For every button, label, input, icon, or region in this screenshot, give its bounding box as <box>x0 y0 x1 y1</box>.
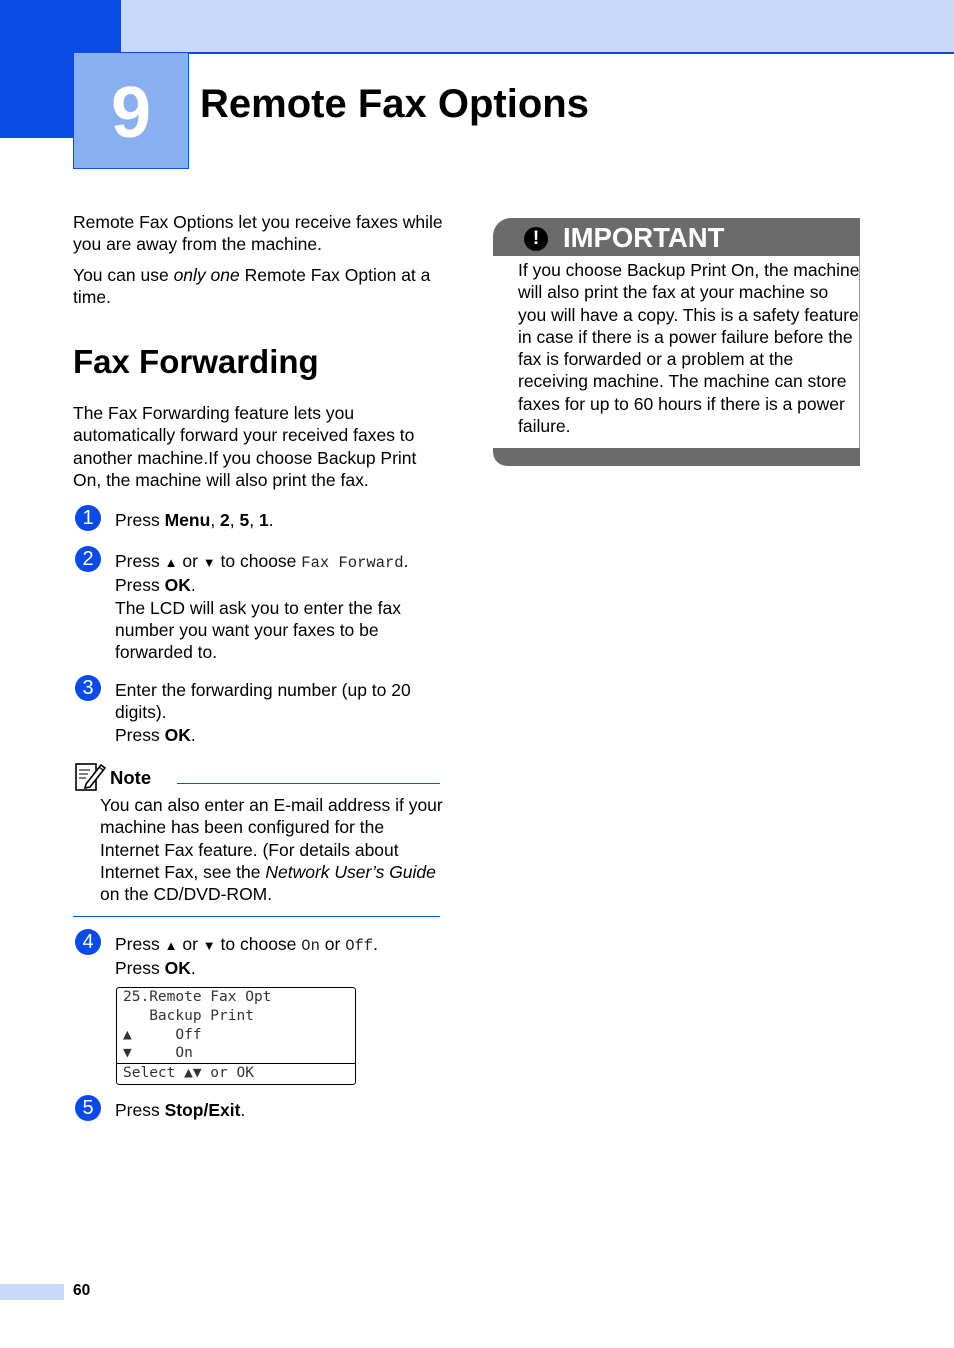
intro-emphasis: only one <box>173 264 240 285</box>
key-2: 2 <box>220 510 230 530</box>
step-1-text <box>115 509 450 531</box>
key-5: 5 <box>239 510 250 530</box>
down-arrow-icon: ▼ <box>202 555 216 570</box>
intro-text: Remote Fax Option at a time. <box>73 264 431 307</box>
header-band <box>121 0 954 54</box>
step-number-5: 5 <box>75 1095 101 1121</box>
step-text: or <box>177 551 203 571</box>
step-text: , <box>229 510 240 530</box>
step-text: Press <box>115 934 165 954</box>
step-2-extra: The LCD will ask you to enter the fax number you want your faxes to be forwarded to. <box>115 597 401 663</box>
chapter-number: 9 <box>110 72 152 153</box>
step-number-3: 3 <box>75 675 101 701</box>
note-text <box>100 794 445 905</box>
step-number-1: 1 <box>75 505 101 531</box>
step-text: Press <box>115 510 165 530</box>
ok-key: OK <box>164 724 191 745</box>
step-number-4: 4 <box>75 929 101 955</box>
lcd-option-fax-forward: Fax Forward <box>301 554 404 572</box>
step-2-text <box>115 550 450 663</box>
lcd-line-4: ▼ On <box>123 1045 193 1061</box>
chapter-number-box <box>73 53 189 169</box>
step-3-line-2 <box>115 724 450 746</box>
lcd-line-5: Select ▲▼ or OK <box>123 1065 254 1081</box>
page-number: 60 <box>73 1282 91 1299</box>
step-text: or <box>319 934 346 954</box>
stop-exit-key: Stop/Exit <box>164 1100 241 1120</box>
step-text: to choose <box>215 934 302 954</box>
section-paragraph: The Fax Forwarding feature lets you automatically forward your received faxes to another machine.If you choose Backup Print On, the machine will also print the fax. <box>73 403 417 490</box>
note-pencil-icon <box>74 760 106 792</box>
step-4-line-1 <box>115 933 450 957</box>
step-3-line-1: Enter the forwarding number (up to 20 digits). <box>115 680 411 723</box>
note-guide-title: Network User’s Guide <box>265 861 436 882</box>
step-number-2: 2 <box>75 546 101 572</box>
step-text: Press <box>115 724 165 745</box>
step-text: , <box>249 510 259 530</box>
ok-key: OK <box>164 958 191 979</box>
lcd-line-3: ▲ Off <box>123 1027 202 1043</box>
section-title: Fax Forwarding <box>73 343 319 380</box>
note-label: Note <box>110 767 152 788</box>
note-text-part: You can also enter an E-mail address if your machine has been configured for the Internet Fax feature. (For details about Internet Fax, see the <box>100 795 443 882</box>
step-text: . <box>190 724 196 745</box>
step-text: . <box>268 510 274 530</box>
step-2-line-2 <box>115 574 450 596</box>
step-2-line-1 <box>115 550 450 574</box>
menu-key: Menu <box>164 510 211 530</box>
step-text: . <box>190 575 196 596</box>
important-footer <box>493 448 860 466</box>
lcd-option-on: On <box>301 937 320 955</box>
step-text: , <box>210 510 221 530</box>
step-text: . <box>240 1100 246 1120</box>
step-5-text <box>115 1099 450 1121</box>
step-4-text <box>115 933 450 980</box>
step-text: Press <box>115 551 165 571</box>
intro <box>73 211 445 308</box>
step-4-line-2 <box>115 957 450 979</box>
lcd-option-off: Off <box>345 937 374 955</box>
note-divider-top <box>177 783 440 784</box>
step-text: Press <box>115 1100 165 1120</box>
intro-paragraph-2 <box>73 264 445 309</box>
ok-key: OK <box>164 575 191 596</box>
step-text: . <box>190 958 196 979</box>
step-text: Press <box>115 958 165 979</box>
up-arrow-icon: ▲ <box>164 938 178 953</box>
note-text-part: on the CD/DVD-ROM. <box>100 884 273 905</box>
lcd-line-1: 25.Remote Fax Opt <box>123 989 272 1005</box>
step-text: . <box>403 551 409 571</box>
step-text: Press <box>115 575 165 596</box>
lcd-line-2: Backup Print <box>123 1008 254 1024</box>
step-3-text <box>115 679 450 746</box>
note-divider-bottom <box>73 916 440 917</box>
down-arrow-icon: ▼ <box>202 938 216 953</box>
step-text: to choose <box>215 551 302 571</box>
chapter-title: Remote Fax Options <box>200 82 589 126</box>
intro-paragraph-1: Remote Fax Options let you receive faxes while you are away from the machine. <box>73 212 443 255</box>
up-arrow-icon: ▲ <box>164 555 178 570</box>
key-1: 1 <box>258 510 269 530</box>
step-text: . <box>373 934 378 954</box>
important-text: If you choose Backup Print On, the machine will also print the fax at your machine so you will have a copy. This is a safety feature in case if there is a power failure before the fax is forwarded or a problem at the receiving machine. The machine can store faxes for up to 60 hours if there is a power failure. <box>518 260 860 437</box>
intro-text: You can use <box>73 264 174 285</box>
footer-tab <box>0 1284 64 1300</box>
important-title: IMPORTANT <box>563 222 725 253</box>
lcd-display <box>116 987 356 1085</box>
exclamation-icon: ! <box>524 227 548 251</box>
step-text: or <box>177 934 203 954</box>
